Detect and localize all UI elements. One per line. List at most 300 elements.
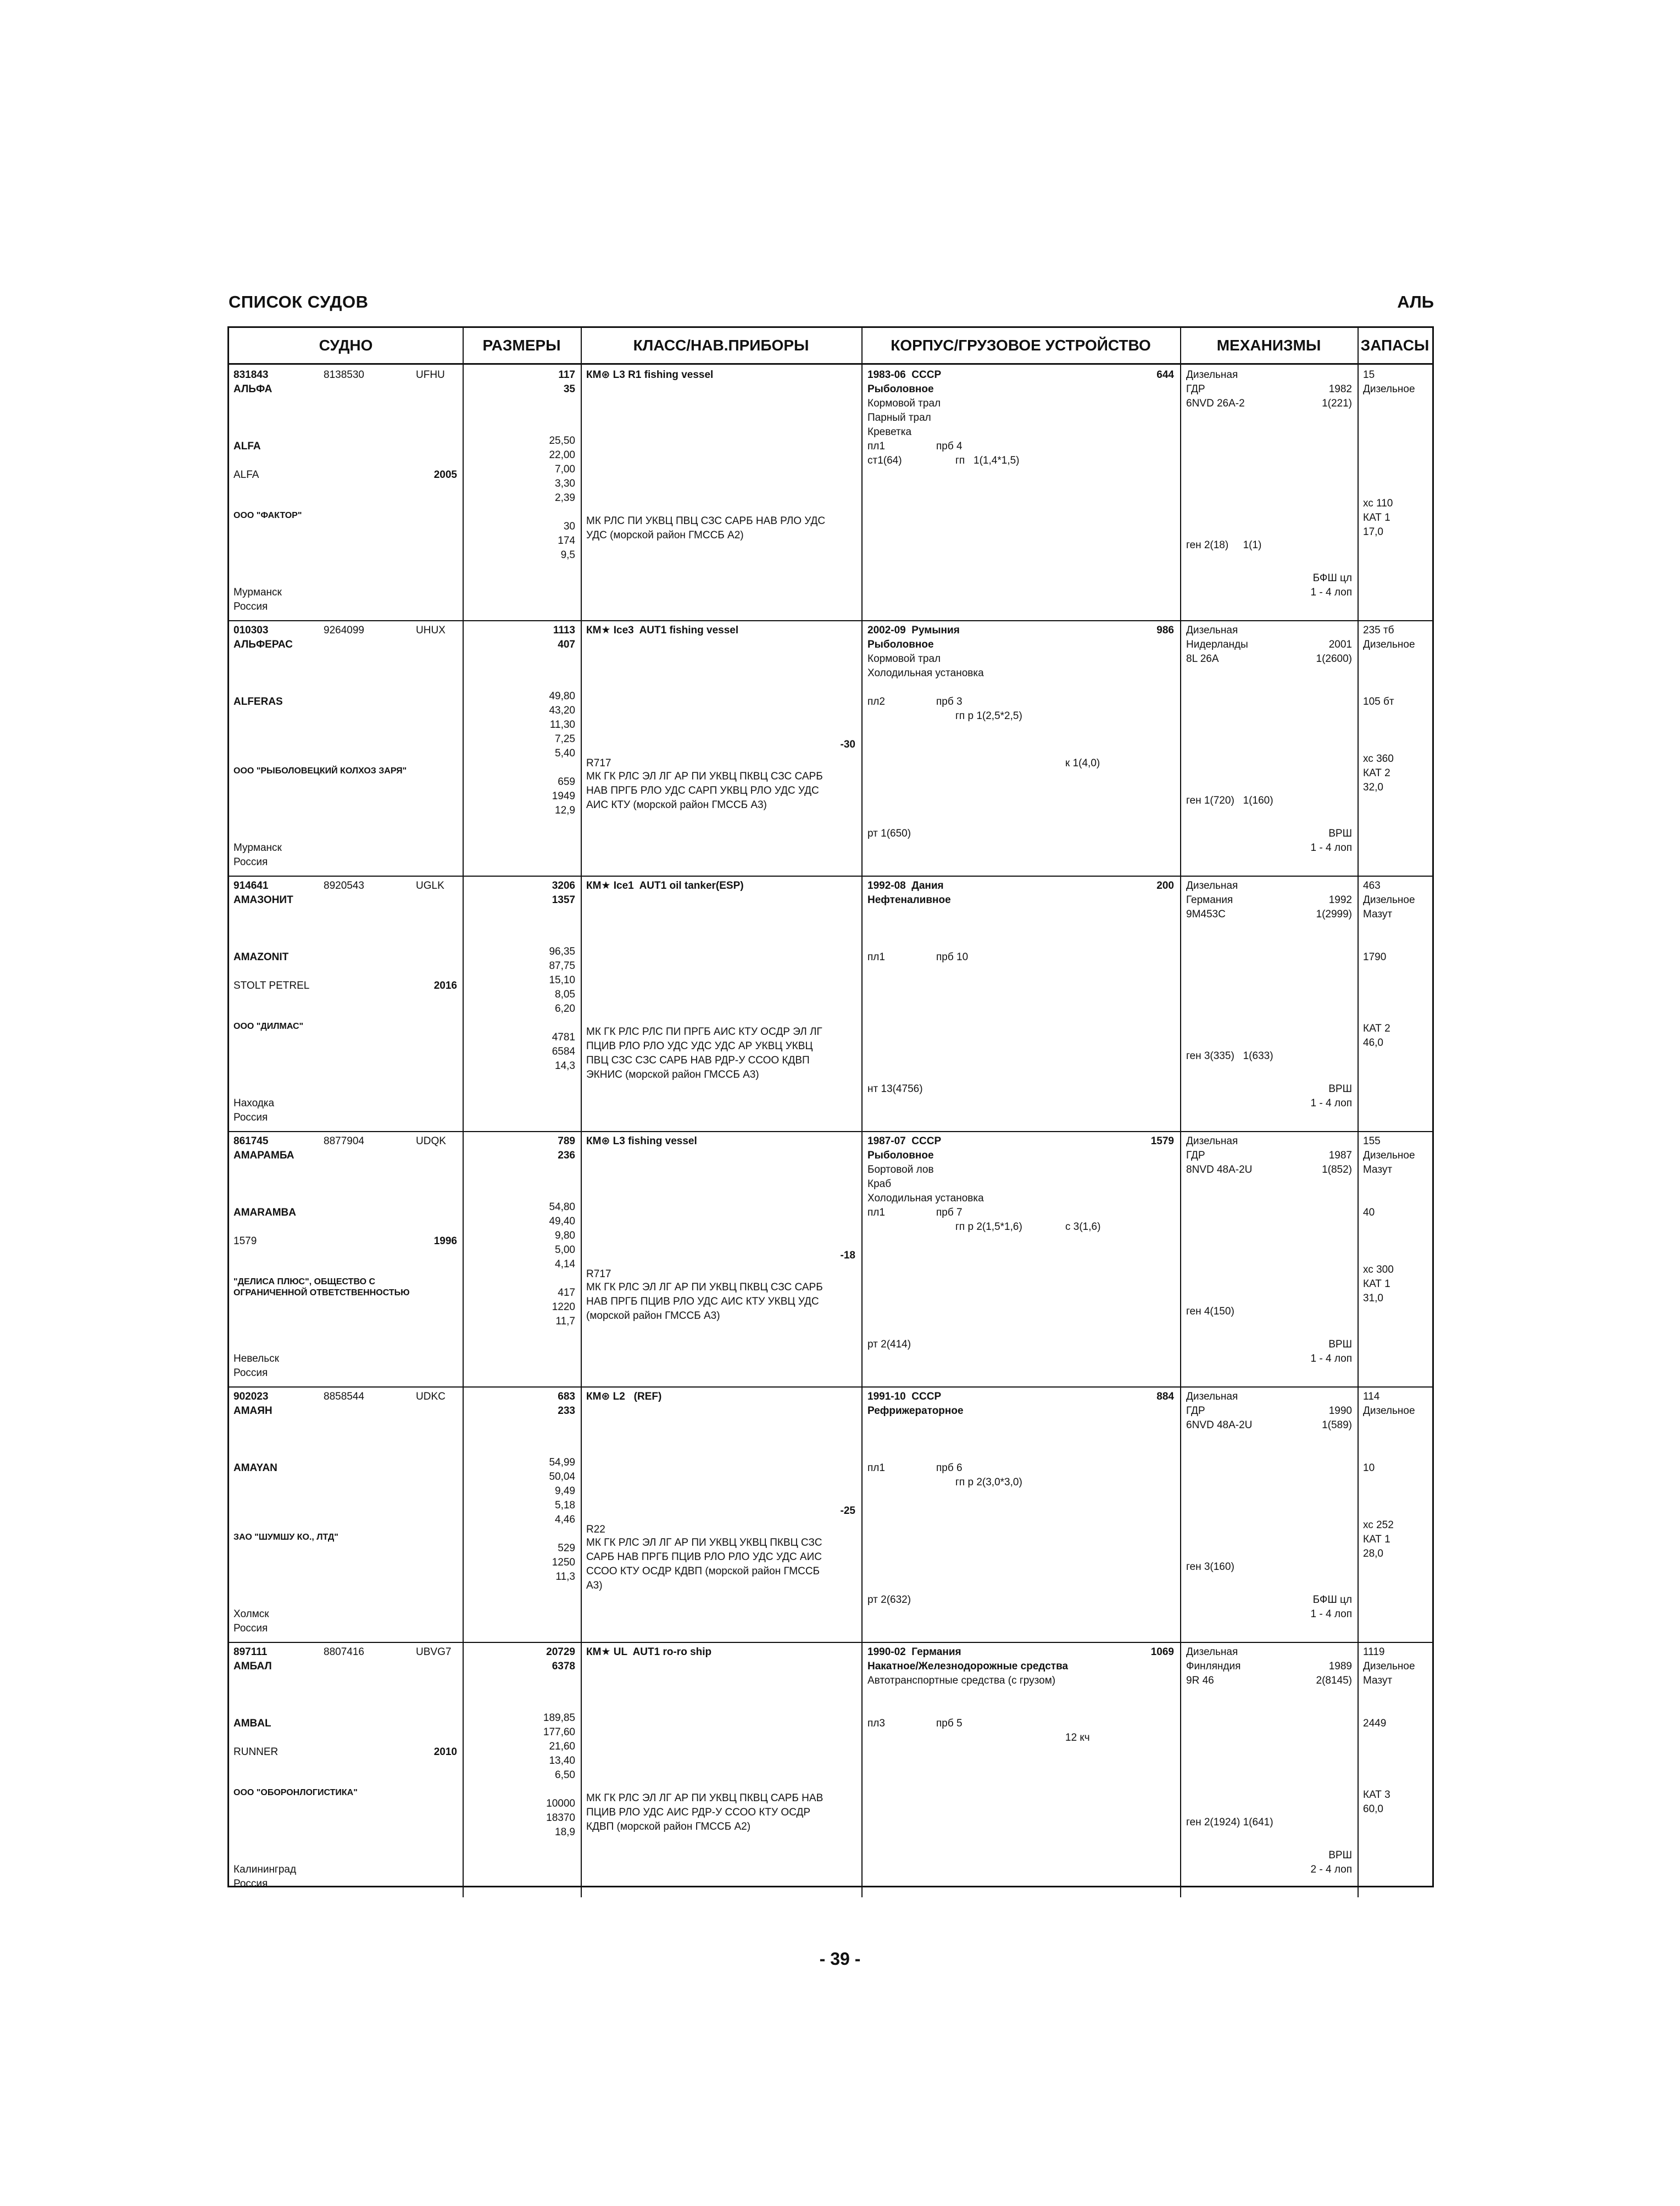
hatch-info: прб 5 xyxy=(936,1718,963,1729)
flag-state: Россия xyxy=(233,1623,268,1634)
nav-equipment: НАВ ПРГБ РЛО УДС САРП УКВЦ РЛО УДС УДС xyxy=(586,785,819,796)
tank-info: рт 2(632) xyxy=(867,1594,911,1606)
previous-name: 1579 xyxy=(233,1235,257,1247)
hatch-info: прб 4 xyxy=(936,441,963,452)
store-detail: хс 110 xyxy=(1363,498,1393,509)
column-divider xyxy=(1358,620,1359,876)
nav-equipment: ЭКНИС (морской район ГМССБ А3) xyxy=(586,1069,759,1080)
nav-equipment: АИС КТУ (морской район ГМССБ А3) xyxy=(586,799,767,811)
ship-id: 861745 xyxy=(233,1135,269,1147)
build-year-country: 1987-07 СССР xyxy=(867,1135,942,1147)
tonnage-value: 407 xyxy=(558,639,575,650)
owner-name: ООО "РЫБОЛОВЕЦКИЙ КОЛХОЗ ЗАРЯ" xyxy=(233,766,407,776)
engine-power: 2(8145) xyxy=(1316,1675,1352,1686)
tank-info: рт 1(650) xyxy=(867,828,911,839)
hatch-info: прб 3 xyxy=(936,696,963,708)
ship-id: 914641 xyxy=(233,880,269,892)
flag-state: Россия xyxy=(233,1367,268,1379)
home-port: Находка xyxy=(233,1098,275,1109)
nav-equipment: САРБ НАВ ПРГБ ПЦИВ РЛО РЛО УДС УДС АИС xyxy=(586,1551,822,1563)
store-value: 2449 xyxy=(1363,1718,1387,1729)
engine-year: 1990 xyxy=(1328,1405,1352,1417)
ship-name-ru: АМАЯН xyxy=(233,1405,272,1417)
owner-name: ЗАО "ШУМШУ КО., ЛТД" xyxy=(233,1533,338,1542)
generators: ген 2(18) 1(1) xyxy=(1186,539,1262,551)
hull-feature: Кормовой трал xyxy=(867,653,941,665)
engine-country: ГДР xyxy=(1186,1150,1205,1161)
build-year-country: 2002-09 Румыния xyxy=(867,625,960,636)
ice-value: -25 xyxy=(840,1505,855,1517)
cargo-note: к 1(4,0) xyxy=(1065,757,1100,769)
column-divider xyxy=(1180,1642,1181,1897)
deck-info: пл1 xyxy=(867,441,885,452)
hull-feature: Холодильная установка xyxy=(867,667,984,679)
column-divider xyxy=(1358,1131,1359,1386)
deadweight-value: 11,3 xyxy=(555,1571,575,1583)
column-divider xyxy=(861,365,863,620)
col-vessel: СУДНО xyxy=(319,337,373,354)
vessel-type: Нефтеналивное xyxy=(867,894,951,906)
column-divider xyxy=(861,1386,863,1642)
deck-info: пл1 xyxy=(867,1462,885,1474)
class-notation: КМ⊛ L3 fishing vessel xyxy=(586,1135,697,1147)
imo-number: 9264099 xyxy=(324,625,364,636)
ship-record xyxy=(229,1131,1432,1388)
dimension-value: 7,25 xyxy=(555,733,575,745)
hull-feature: Кормовой трал xyxy=(867,398,941,409)
class-notation: КМ⊛ L3 R1 fishing vessel xyxy=(586,369,714,381)
previous-name: ALFA xyxy=(233,469,259,481)
call-sign: UDQK xyxy=(416,1135,446,1147)
propeller-type: ВРШ xyxy=(1328,828,1352,839)
col-stores: ЗАПАСЫ xyxy=(1360,337,1429,354)
deadweight-value: 1949 xyxy=(552,790,575,802)
store-detail: 60,0 xyxy=(1363,1803,1383,1815)
previous-name-year: 2010 xyxy=(433,1746,457,1758)
fuel-capacity: 1119 xyxy=(1363,1646,1385,1658)
dimension-value: 5,18 xyxy=(555,1500,575,1511)
dimension-value: 8,05 xyxy=(555,989,575,1000)
engine-model: 6NVD 48A-2U xyxy=(1186,1419,1253,1431)
engine-year: 2001 xyxy=(1328,639,1352,650)
column-divider xyxy=(1358,876,1359,1131)
column-divider xyxy=(1180,620,1181,876)
generators: ген 3(335) 1(633) xyxy=(1186,1050,1273,1062)
fuel-type: Дизельное xyxy=(1363,894,1415,906)
nav-equipment: МК ГК РЛС ЭЛ ЛГ АР ПИ УКВЦ ПКВЦ СЗС САРБ xyxy=(586,1282,823,1293)
generators: ген 1(720) 1(160) xyxy=(1186,795,1273,806)
column-divider xyxy=(463,876,464,1131)
hull-number: 644 xyxy=(1156,369,1174,381)
column-divider xyxy=(861,620,863,876)
dimension-value: 54,99 xyxy=(549,1457,575,1468)
tonnage-value: 1113 xyxy=(553,625,575,636)
hull-number: 1579 xyxy=(1150,1135,1174,1147)
engine-country: Финляндия xyxy=(1186,1661,1241,1672)
store-detail: 46,0 xyxy=(1363,1037,1383,1049)
nav-equipment: МК ГК РЛС ЭЛ ЛГ АР ПИ УКВЦ ПКВЦ САРБ НАВ xyxy=(586,1792,824,1804)
dimension-value: 13,40 xyxy=(549,1755,575,1767)
imo-number: 8807416 xyxy=(324,1646,364,1658)
ship-name-ru: АЛЬФЕРАС xyxy=(233,639,293,650)
store-detail: КАТ 1 xyxy=(1363,1278,1390,1290)
deadweight-value: 529 xyxy=(558,1542,575,1554)
engine-country: ГДР xyxy=(1186,383,1205,395)
tonnage-value: 233 xyxy=(558,1405,575,1417)
hull-feature: Креветка xyxy=(867,426,912,438)
build-year-country: 1990-02 Германия xyxy=(867,1646,961,1658)
cargo-gear: гп р 2(1,5*1,6) xyxy=(955,1221,1022,1233)
dimension-value: 4,46 xyxy=(555,1514,575,1525)
flag-state: Россия xyxy=(233,601,268,612)
home-port: Калининград xyxy=(233,1864,297,1875)
propeller-blades: 1 - 4 лоп xyxy=(1310,1353,1352,1364)
tonnage-value: 117 xyxy=(558,369,575,381)
col-machinery: МЕХАНИЗМЫ xyxy=(1216,337,1321,354)
propeller-blades: 1 - 4 лоп xyxy=(1310,1608,1352,1620)
nav-equipment: (морской район ГМССБ А3) xyxy=(586,1310,720,1322)
call-sign: UDKC xyxy=(416,1391,446,1402)
store-detail: 17,0 xyxy=(1363,526,1383,538)
nav-equipment: МК ГК РЛС ЭЛ ЛГ АР ПИ УКВЦ УКВЦ ПКВЦ СЗС xyxy=(586,1537,822,1548)
engine-power: 1(852) xyxy=(1322,1164,1352,1176)
store-detail: 31,0 xyxy=(1363,1293,1383,1304)
tonnage-value: 20729 xyxy=(546,1646,575,1658)
tonnage-value: 35 xyxy=(563,383,575,395)
deadweight-value: 30 xyxy=(563,521,575,532)
ship-register-table xyxy=(227,326,1434,1890)
engine-model: 9R 46 xyxy=(1186,1675,1214,1686)
hull-feature: Парный трал xyxy=(867,412,931,424)
ship-record xyxy=(229,876,1432,1132)
class-notation: КМ⊛ L2 (REF) xyxy=(586,1391,662,1402)
register-code: R717 xyxy=(586,1268,611,1280)
engine-year: 1989 xyxy=(1328,1661,1352,1672)
nav-equipment: ССОО КТУ ОСДР КДВП (морской район ГМССБ xyxy=(586,1566,820,1577)
previous-name: STOLT PETREL xyxy=(233,980,310,991)
nav-equipment: ПЦИВ РЛО РЛО УДС УДС УДС АР УКВЦ УКВЦ xyxy=(586,1040,813,1052)
fuel-type: Дизельное xyxy=(1363,1405,1415,1417)
ship-id: 010303 xyxy=(233,625,269,636)
hull-feature: Холодильная установка xyxy=(867,1193,984,1204)
propeller-blades: 1 - 4 лоп xyxy=(1310,1098,1352,1109)
propeller-type: ВРШ xyxy=(1328,1850,1352,1861)
engine-model: 9M453C xyxy=(1186,909,1226,920)
store-detail: хс 252 xyxy=(1363,1519,1394,1531)
imo-number: 8858544 xyxy=(324,1391,364,1402)
nav-equipment: МК ГК РЛС РЛС ПИ ПРГБ АИС КТУ ОСДР ЭЛ ЛГ xyxy=(586,1026,822,1038)
deadweight-value: 9,5 xyxy=(560,549,575,561)
engine-type: Дизельная xyxy=(1186,880,1238,892)
build-year-country: 1983-06 СССР xyxy=(867,369,942,381)
column-divider xyxy=(463,1131,464,1386)
dimension-value: 22,00 xyxy=(549,449,575,461)
column-divider xyxy=(1180,876,1181,1131)
dimension-value: 54,80 xyxy=(549,1201,575,1213)
index-key: АЛЬ xyxy=(1397,292,1434,311)
fuel-capacity: 235 тб xyxy=(1363,625,1394,636)
vessel-type: Накатное/Железнодорожные средства xyxy=(867,1661,1069,1672)
store-detail: КАТ 1 xyxy=(1363,1534,1390,1545)
engine-country: ГДР xyxy=(1186,1405,1205,1417)
ship-record xyxy=(229,620,1432,877)
propeller-type: ВРШ xyxy=(1328,1083,1352,1095)
column-divider xyxy=(581,876,582,1131)
store-detail: КАТ 1 xyxy=(1363,512,1390,523)
cargo-gear: гп р 1(2,5*2,5) xyxy=(955,710,1022,722)
previous-name-year: 1996 xyxy=(433,1235,457,1247)
flag-state: Россия xyxy=(233,1878,268,1890)
propeller-type: ВРШ xyxy=(1328,1339,1352,1350)
hull-number: 200 xyxy=(1156,880,1174,892)
propeller-blades: 2 - 4 лоп xyxy=(1310,1864,1352,1875)
deadweight-value: 11,7 xyxy=(555,1316,575,1327)
tank-info: нт 13(4756) xyxy=(867,1083,923,1095)
engine-country: Нидерланды xyxy=(1186,639,1248,650)
nav-equipment: ПВЦ СЗС СЗС САРБ НАВ РДР-У ССОО КДВП xyxy=(586,1055,810,1066)
dimension-value: 4,14 xyxy=(555,1258,575,1270)
owner-name: ООО "ФАКТОР" xyxy=(233,511,302,520)
engine-type: Дизельная xyxy=(1186,1646,1238,1658)
home-port: Мурманск xyxy=(233,842,282,854)
nav-equipment: КДВП (морской район ГМССБ А2) xyxy=(586,1821,751,1832)
propeller-blades: 1 - 4 лоп xyxy=(1310,842,1352,854)
store-detail: КАТ 2 xyxy=(1363,1023,1390,1034)
home-port: Холмск xyxy=(233,1608,269,1620)
ship-record xyxy=(229,1642,1432,1897)
page-number: - 39 - xyxy=(819,1949,861,1969)
engine-country: Германия xyxy=(1186,894,1233,906)
tonnage-value: 789 xyxy=(558,1135,575,1147)
dimension-value: 6,50 xyxy=(555,1769,575,1781)
col-hull: КОРПУС/ГРУЗОВОЕ УСТРОЙСТВО xyxy=(891,337,1151,354)
ship-name-lat: ALFA xyxy=(233,441,261,452)
nav-equipment: НАВ ПРГБ ПЦИВ РЛО УДС АИС КТУ УКВЦ УДС xyxy=(586,1296,819,1307)
dimension-value: 9,80 xyxy=(555,1230,575,1241)
column-divider xyxy=(1180,1131,1181,1386)
engine-power: 1(589) xyxy=(1322,1419,1352,1431)
column-divider xyxy=(1358,365,1359,620)
deadweight-value: 10000 xyxy=(546,1798,575,1809)
hull-number: 884 xyxy=(1156,1391,1174,1402)
flag-state: Россия xyxy=(233,856,268,868)
store-value: 1790 xyxy=(1363,951,1387,963)
hull-feature: Бортовой лов xyxy=(867,1164,934,1176)
home-port: Мурманск xyxy=(233,587,282,598)
store-value: 105 бт xyxy=(1363,696,1394,708)
deadweight-value: 417 xyxy=(558,1287,575,1299)
column-divider xyxy=(861,1131,863,1386)
cargo-gear: гп р 2(3,0*3,0) xyxy=(955,1477,1022,1488)
ship-id: 897111 xyxy=(233,1646,268,1658)
previous-name-year: 2016 xyxy=(433,980,457,991)
tonnage-value: 1357 xyxy=(552,894,575,906)
ship-id: 831843 xyxy=(233,369,269,381)
deadweight-value: 12,9 xyxy=(555,805,575,816)
vessel-type: Рыболовное xyxy=(867,639,934,650)
engine-year: 1987 xyxy=(1328,1150,1352,1161)
generators: ген 2(1924) 1(641) xyxy=(1186,1817,1273,1828)
fuel-type-2: Мазут xyxy=(1363,1675,1393,1686)
tonnage-value: 3206 xyxy=(552,880,575,892)
engine-type: Дизельная xyxy=(1186,1391,1238,1402)
nav-equipment: А3) xyxy=(586,1580,603,1591)
home-port: Невельск xyxy=(233,1353,279,1364)
dimension-value: 7,00 xyxy=(555,464,575,475)
column-divider xyxy=(463,1642,464,1897)
deadweight-value: 4781 xyxy=(552,1032,575,1043)
vessel-type: Рыболовное xyxy=(867,1150,934,1161)
column-divider xyxy=(581,620,582,876)
class-notation: КМ★ Ice1 AUT1 oil tanker(ESP) xyxy=(586,880,744,892)
call-sign: UGLK xyxy=(416,880,444,892)
column-divider xyxy=(581,365,582,620)
register-code: R717 xyxy=(586,757,611,769)
engine-type: Дизельная xyxy=(1186,1135,1238,1147)
owner-name: ООО "ДИЛМАС" xyxy=(233,1022,304,1031)
dimension-value: 11,30 xyxy=(549,719,575,731)
build-year-country: 1991-10 СССР xyxy=(867,1391,942,1402)
nav-equipment: МК РЛС ПИ УКВЦ ПВЦ СЗС САРБ НАВ РЛО УДС xyxy=(586,515,826,527)
generators: ген 4(150) xyxy=(1186,1306,1234,1317)
tonnage-value: 236 xyxy=(558,1150,575,1161)
dimension-value: 96,35 xyxy=(549,946,575,957)
store-value: 10 xyxy=(1363,1462,1375,1474)
vessel-type: Рефрижераторное xyxy=(867,1405,964,1417)
col-class: КЛАСС/НАВ.ПРИБОРЫ xyxy=(633,337,809,354)
hatch-info: прб 6 xyxy=(936,1462,963,1474)
column-divider xyxy=(463,1386,464,1642)
ice-value: -30 xyxy=(840,739,855,750)
deadweight-value: 6584 xyxy=(552,1046,575,1057)
ship-name-lat: AMAYAN xyxy=(233,1462,277,1474)
previous-name-year: 2005 xyxy=(433,469,457,481)
dimension-value: 5,00 xyxy=(555,1244,575,1256)
ship-name-lat: AMBAL xyxy=(233,1718,271,1729)
store-detail: хс 360 xyxy=(1363,753,1394,765)
engine-year: 1992 xyxy=(1328,894,1352,906)
deadweight-value: 14,3 xyxy=(555,1060,575,1072)
fuel-capacity: 155 xyxy=(1363,1135,1381,1147)
deadweight-value: 1220 xyxy=(552,1301,575,1313)
build-year-country: 1992-08 Дания xyxy=(867,880,944,892)
deck-info: пл2 xyxy=(867,696,885,708)
call-sign: UHUX xyxy=(416,625,446,636)
store-detail: КАТ 3 xyxy=(1363,1789,1390,1801)
hull-feature: Краб xyxy=(867,1178,892,1190)
hull-number: 986 xyxy=(1156,625,1174,636)
nav-equipment: ПЦИВ РЛО УДС АИС РДР-У ССОО КТУ ОСДР xyxy=(586,1807,810,1818)
dimension-value: 87,75 xyxy=(549,960,575,972)
dimension-value: 189,85 xyxy=(543,1712,575,1724)
tonnage-value: 6378 xyxy=(552,1661,575,1672)
column-divider xyxy=(463,620,464,876)
engine-type: Дизельная xyxy=(1186,625,1238,636)
ship-name-ru: АМБАЛ xyxy=(233,1661,272,1672)
dimension-value: 15,10 xyxy=(549,974,575,986)
tank-info: рт 2(414) xyxy=(867,1339,911,1350)
col-dimensions: РАЗМЕРЫ xyxy=(482,337,561,354)
fuel-type: Дизельное xyxy=(1363,1150,1415,1161)
fuel-type: Дизельное xyxy=(1363,383,1415,395)
dimension-value: 177,60 xyxy=(543,1726,575,1738)
hatch-info: прб 7 xyxy=(936,1207,963,1218)
vessel-type: Рыболовное xyxy=(867,383,934,395)
propeller-blades: 1 - 4 лоп xyxy=(1310,587,1352,598)
column-divider xyxy=(581,1386,582,1642)
deadweight-value: 18370 xyxy=(546,1812,575,1824)
column-divider xyxy=(861,1642,863,1897)
fuel-type: Дизельное xyxy=(1363,639,1415,650)
flag-state: Россия xyxy=(233,1112,268,1123)
ship-name-lat: AMARAMBA xyxy=(233,1207,296,1218)
deadweight-value: 174 xyxy=(558,535,575,547)
dimension-value: 50,04 xyxy=(549,1471,575,1483)
hull-number: 1069 xyxy=(1150,1646,1174,1658)
deadweight-value: 18,9 xyxy=(555,1826,575,1838)
column-divider xyxy=(581,1642,582,1897)
call-sign: UFHU xyxy=(416,369,445,381)
owner-name: "ДЕЛИСА ПЛЮС", ОБЩЕСТВО С ОГРАНИЧЕННОЙ ОТВЕТСТВЕННОСТЬЮ xyxy=(233,1277,410,1297)
imo-number: 8138530 xyxy=(324,369,364,381)
column-divider xyxy=(861,876,863,1131)
ship-record xyxy=(229,365,1432,621)
fuel-capacity: 15 xyxy=(1363,369,1375,381)
imo-number: 8920543 xyxy=(324,880,364,892)
store-detail: хс 300 xyxy=(1363,1264,1394,1275)
dimension-value: 5,40 xyxy=(555,748,575,759)
column-divider xyxy=(1358,1386,1359,1642)
engine-power: 1(2999) xyxy=(1316,909,1352,920)
ship-name-lat: AMAZONIT xyxy=(233,951,289,963)
engine-power: 1(221) xyxy=(1322,398,1352,409)
propeller-type: БФШ цл xyxy=(1312,1594,1352,1606)
store-detail: 32,0 xyxy=(1363,782,1383,793)
deck-info-2: ст1(64) xyxy=(867,455,902,466)
cargo-gear: гп 1(1,4*1,5) xyxy=(955,455,1020,466)
ship-name-ru: АЛЬФА xyxy=(233,383,272,395)
nav-equipment: МК ГК РЛС ЭЛ ЛГ АР ПИ УКВЦ ПКВЦ СЗС САРБ xyxy=(586,771,823,782)
column-divider xyxy=(1358,1642,1359,1897)
ice-value: -18 xyxy=(840,1250,855,1261)
deck-info: пл1 xyxy=(867,1207,885,1218)
page-title: СПИСОК СУДОВ xyxy=(229,292,369,311)
dimension-value: 21,60 xyxy=(549,1741,575,1752)
dimension-value: 2,39 xyxy=(555,492,575,504)
fuel-type: Дизельное xyxy=(1363,1661,1415,1672)
engine-year: 1982 xyxy=(1328,383,1352,395)
cargo-note: с 3(1,6) xyxy=(1065,1221,1101,1233)
dimension-value: 25,50 xyxy=(549,435,575,447)
imo-number: 8877904 xyxy=(324,1135,364,1147)
dimension-value: 43,20 xyxy=(549,705,575,716)
ship-record xyxy=(229,1386,1432,1643)
dimension-value: 49,40 xyxy=(549,1216,575,1227)
tonnage-value: 683 xyxy=(558,1391,575,1402)
call-sign: UBVG7 xyxy=(416,1646,452,1658)
nav-equipment: УДС (морской район ГМССБ А2) xyxy=(586,530,744,541)
generators: ген 3(160) xyxy=(1186,1561,1234,1573)
dimension-value: 9,49 xyxy=(555,1485,575,1497)
fuel-capacity: 114 xyxy=(1363,1391,1380,1402)
fuel-capacity: 463 xyxy=(1363,880,1381,892)
fuel-type-2: Мазут xyxy=(1363,1164,1393,1176)
dimension-value: 49,80 xyxy=(549,690,575,702)
deck-info: пл1 xyxy=(867,951,885,963)
dimension-value: 3,30 xyxy=(555,478,575,489)
class-notation: КМ★ UL AUT1 ro-ro ship xyxy=(586,1646,712,1658)
engine-power: 1(2600) xyxy=(1316,653,1352,665)
